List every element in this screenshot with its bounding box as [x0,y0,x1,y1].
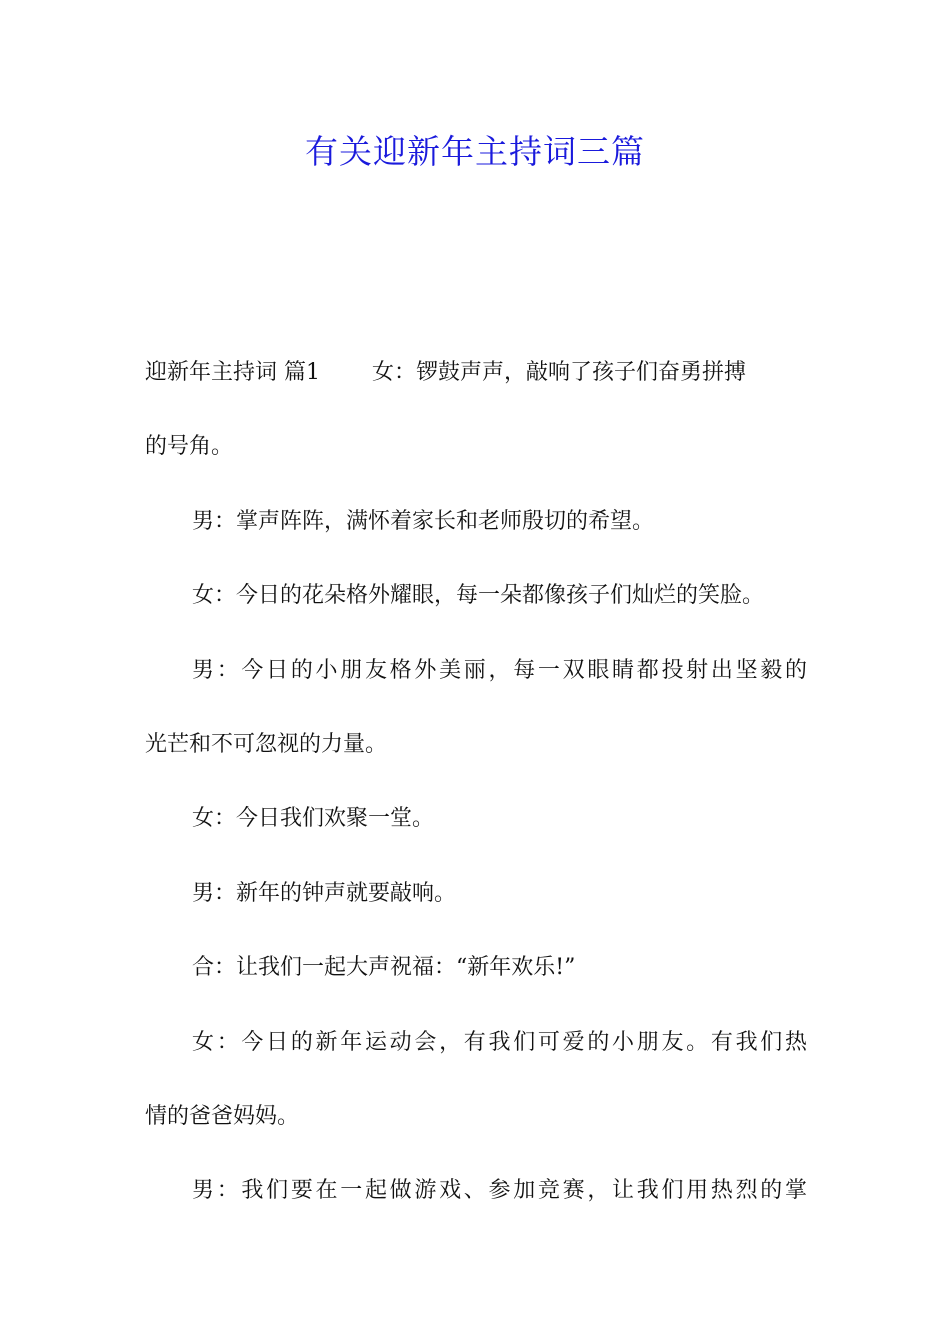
paragraph-text: 女：锣鼓声声，敲响了孩子们奋勇拼搏 [372,360,747,385]
paragraph-line: 男：掌声阵阵，满怀着家长和老师殷切的希望。 [192,508,655,534]
section-heading: 迎新年主持词 篇1 [145,360,320,385]
paragraph-line: 男：新年的钟声就要敲响。 [192,880,457,906]
paragraph-line: 男：今日的小朋友格外美丽，每一双眼睛都投射出坚毅的 [192,657,807,683]
paragraph-line [145,336,807,410]
paragraph-line: 男：我们要在一起做游戏、参加竞赛，让我们用热烈的掌 [192,1178,807,1204]
paragraph-line: 女：今日的花朵格外耀眼，每一朵都像孩子们灿烂的笑脸。 [192,583,765,609]
paragraph-line: 情的爸爸妈妈。 [145,1103,300,1129]
document-title: 有关迎新年主持词三篇 [305,132,645,171]
document-body [145,336,807,1229]
paragraph-line: 光芒和不可忽视的力量。 [145,731,388,757]
paragraph-line: 的号角。 [145,434,234,460]
paragraph-line: 女：今日的新年运动会，有我们可爱的小朋友。有我们热 [192,1029,807,1055]
paragraph-line: 合：让我们一起大声祝福：“新年欢乐!” [192,955,576,981]
paragraph-line: 女：今日我们欢聚一堂。 [192,806,435,832]
